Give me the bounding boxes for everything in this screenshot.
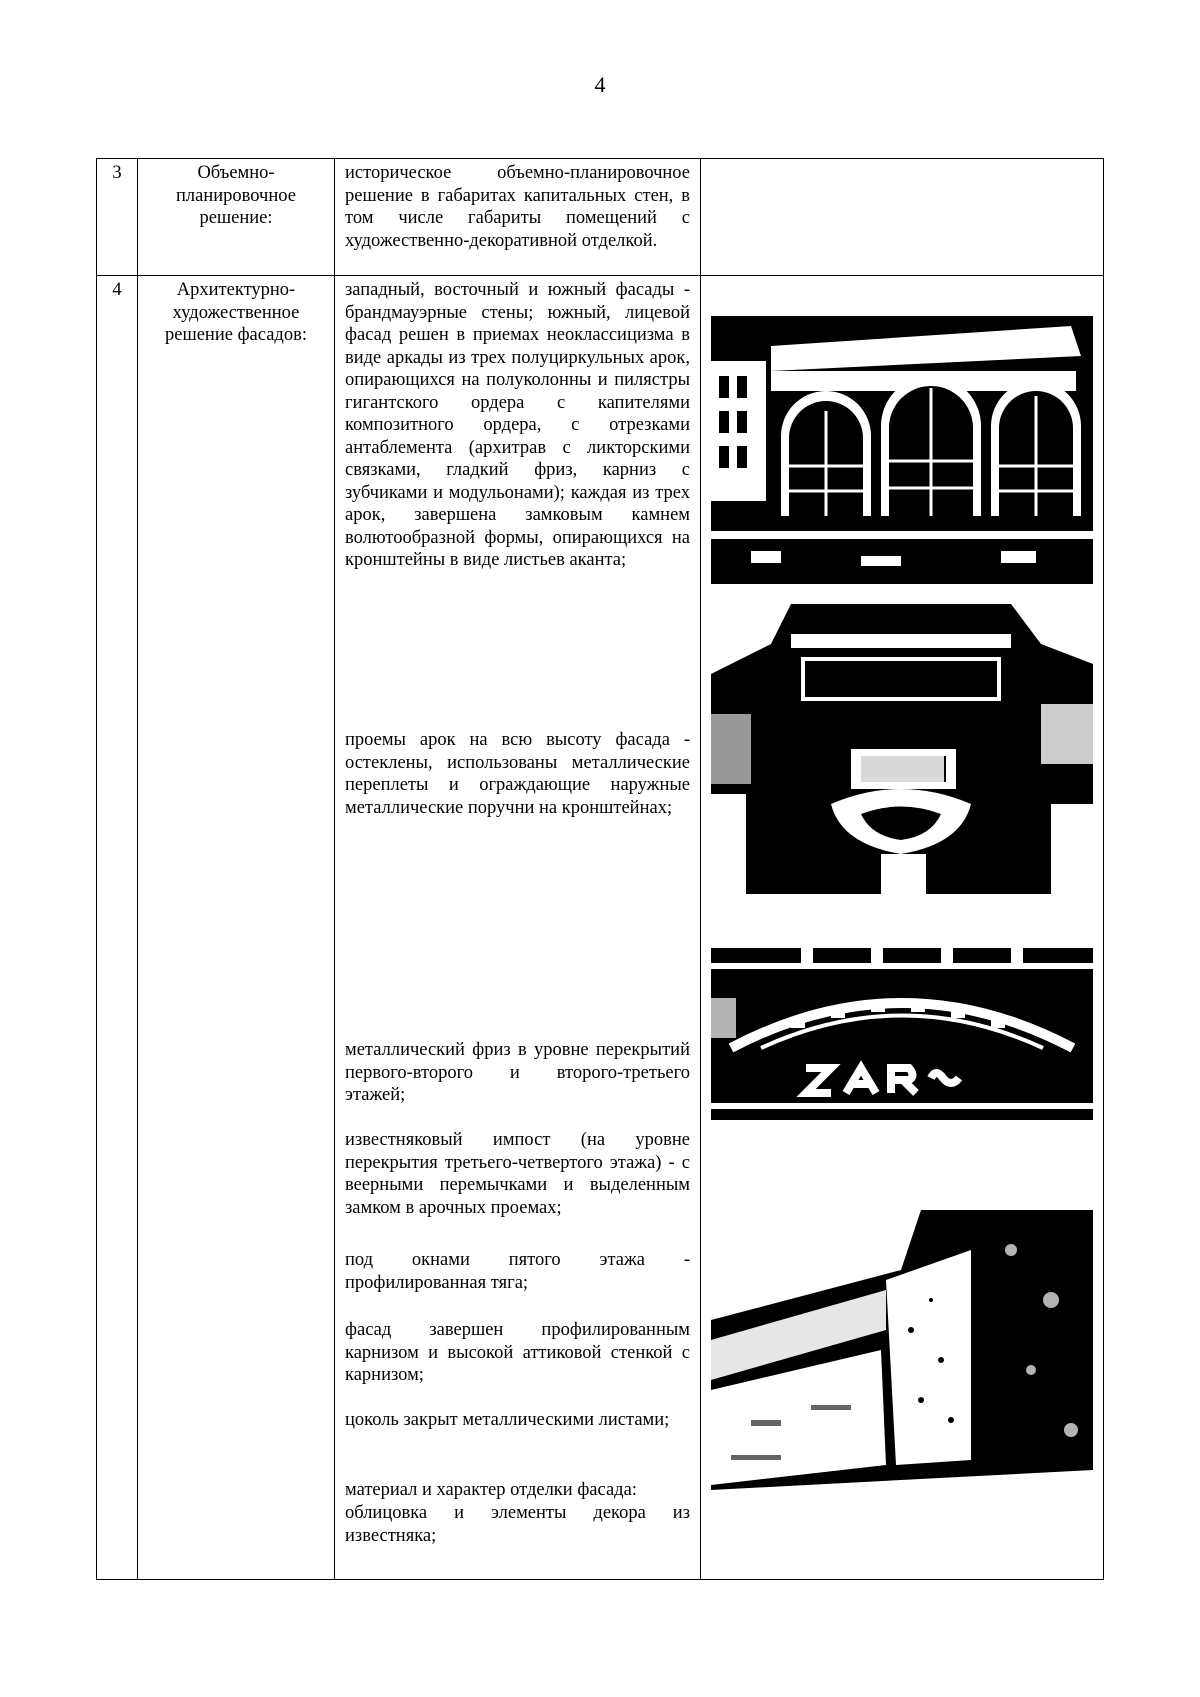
desc-paragraph: проемы арок на всю высоту фасада - остеклены, использованы металлические переплеты и ограждающие наружные металлические поручни на кронштейнах; [345, 730, 690, 818]
row-description [335, 276, 701, 1580]
empty-image-cell [701, 159, 1104, 276]
row-title: Архитектурно-художественное решение фасадов: [165, 280, 307, 345]
row-title: Объемно-планировочное решение: [176, 163, 296, 228]
table-row [97, 276, 1104, 1580]
row-description: историческое объемно-планировочное решение в габаритах капитальных стен, в том числе габариты помещений с художественно-декоративной отделкой. [345, 163, 690, 251]
desc-paragraph: цоколь закрыт металлическими листами; [345, 1410, 670, 1430]
desc-paragraph: фасад завершен профилированным карнизом и высокой аттиковой стенкой с карнизом; [345, 1320, 690, 1385]
facade-arcade-photo [711, 316, 1093, 584]
photo-column [701, 276, 1104, 1580]
row-number: 3 [112, 163, 122, 183]
page-number: 4 [594, 72, 606, 97]
limestone-plinth-photo [711, 1210, 1093, 1500]
frieze-sign-photo [711, 938, 1093, 1120]
desc-paragraph: западный, восточный и южный фасады - брандмауэрные стены; южный, лицевой фасад решен в приемах неоклассицизма в виде аркады из трех полуциркульных арок, опирающихся на полуколонны и пилястры гигантского ордера с капителями композитного ордера, с отрезками антаблемента (архитрав с ликторскими связками, гладкий фриз, карниз с зубчиками и модульонами); каждая из трех арок, завершена замковым камнем волютообразной формы, опирающихся на кронштейны в виде листьев аканта; [345, 280, 690, 570]
heritage-table [96, 158, 1104, 1580]
keystone-bracket-photo [711, 604, 1093, 894]
table-row [97, 159, 1104, 276]
desc-paragraph: известняковый импост (на уровне перекрытия третьего-четвертого этажа) - с веерными перемычками и выделенным замком в арочных проемах; [345, 1130, 690, 1218]
row-number: 4 [112, 280, 122, 300]
desc-paragraph: металлический фриз в уровне перекрытий первого-второго и второго-третьего этажей; [345, 1040, 690, 1105]
desc-paragraph: облицовка и элементы декора из известняка; [345, 1503, 690, 1546]
desc-paragraph: под окнами пятого этажа - профилированная тяга; [345, 1250, 690, 1293]
desc-paragraph: материал и характер отделки фасада: [345, 1480, 637, 1500]
